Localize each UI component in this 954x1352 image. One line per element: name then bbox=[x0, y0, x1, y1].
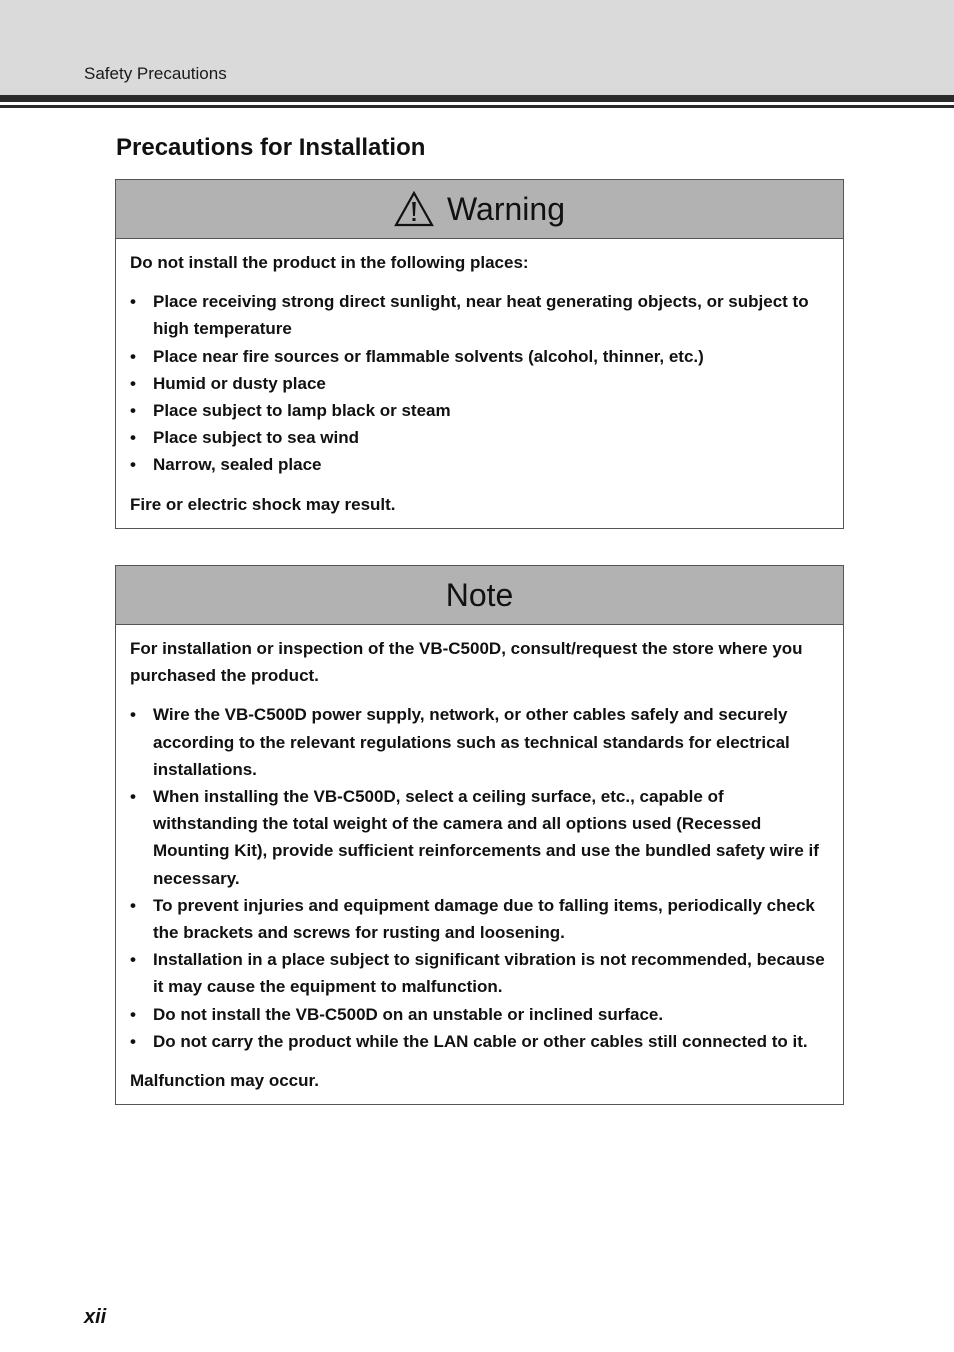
list-item: • Wire the VB-C500D power supply, network, or other cables safely and securely according to the relevant regulations such as technical standards for electrical installations. bbox=[130, 701, 829, 783]
bullet-icon: • bbox=[130, 895, 136, 915]
bullet-icon: • bbox=[130, 1031, 136, 1051]
list-item: • When installing the VB-C500D, select a ceiling surface, etc., capable of withstanding the total weight of the camera and all options used (Recessed Mounting Kit), provide sufficient reinforcements and use the bundled safety wire if necessary. bbox=[130, 783, 829, 892]
note-intro: For installation or inspection of the VB-C500D, consult/request the store where you purchased the product. bbox=[130, 639, 803, 686]
warning-triangle-icon bbox=[394, 191, 434, 227]
list-item: • Place subject to lamp black or steam bbox=[130, 397, 829, 424]
warning-header bbox=[116, 180, 843, 239]
note-title: Note bbox=[445, 576, 514, 613]
note-body bbox=[116, 625, 843, 1104]
list-item: • Humid or dusty place bbox=[130, 370, 829, 397]
list-item: • Place near fire sources or flammable solvents (alcohol, thinner, etc.) bbox=[130, 343, 829, 370]
bullet-icon: • bbox=[130, 346, 136, 366]
note-list bbox=[130, 701, 829, 1055]
bullet-icon: • bbox=[130, 787, 136, 807]
running-title: Safety Precautions bbox=[84, 64, 227, 83]
bullet-icon: • bbox=[130, 1004, 136, 1024]
list-item: • Do not carry the product while the LAN cable or other cables still connected to it. bbox=[130, 1028, 829, 1055]
bullet-icon: • bbox=[130, 705, 136, 725]
warning-conclusion: Fire or electric shock may result. bbox=[130, 494, 396, 514]
list-item: • Narrow, sealed place bbox=[130, 451, 829, 478]
note-box bbox=[115, 565, 844, 1105]
bullet-icon: • bbox=[130, 292, 136, 312]
list-item: • Place receiving strong direct sunlight, near heat generating objects, or subject to high temperature bbox=[130, 288, 829, 342]
note-conclusion: Malfunction may occur. bbox=[130, 1071, 319, 1091]
warning-list bbox=[130, 288, 829, 478]
warning-title: Warning bbox=[447, 190, 565, 227]
warning-box bbox=[115, 179, 844, 529]
header-rule-thick bbox=[0, 95, 954, 102]
list-item: • Place subject to sea wind bbox=[130, 424, 829, 451]
warning-intro: Do not install the product in the following places: bbox=[130, 253, 529, 272]
page-number: xii bbox=[84, 1306, 107, 1328]
list-item: • To prevent injuries and equipment damage due to falling items, periodically check the brackets and screws for rusting and loosening. bbox=[130, 892, 829, 946]
warning-body bbox=[116, 239, 843, 528]
header-rule-thin bbox=[0, 105, 954, 108]
list-item: • Do not install the VB-C500D on an unstable or inclined surface. bbox=[130, 1001, 829, 1028]
bullet-icon: • bbox=[130, 428, 136, 448]
section-title: Precautions for Installation bbox=[116, 134, 426, 161]
bullet-icon: • bbox=[130, 950, 136, 970]
note-header bbox=[116, 566, 843, 625]
bullet-icon: • bbox=[130, 373, 136, 393]
list-item: • Installation in a place subject to significant vibration is not recommended, because it may cause the equipment to malfunction. bbox=[130, 946, 829, 1000]
bullet-icon: • bbox=[130, 401, 136, 421]
bullet-icon: • bbox=[130, 455, 136, 475]
